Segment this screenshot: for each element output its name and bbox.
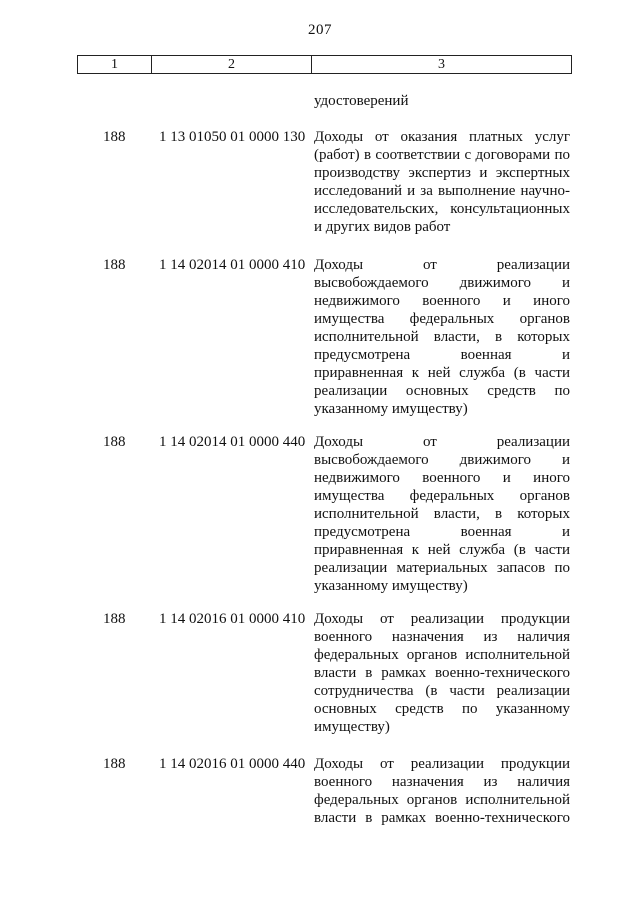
revenue-description xyxy=(314,755,570,827)
description-line: предусмотрена военная и xyxy=(314,347,570,363)
description-line: (работ) в соответствии с договорами по xyxy=(314,147,570,163)
revenue-description xyxy=(314,128,570,236)
revenue-description xyxy=(314,610,570,736)
description-line: имущества федеральных органов xyxy=(314,488,570,504)
continuation-text: удостоверений xyxy=(314,93,409,109)
admin-code: 188 xyxy=(103,611,126,627)
description-line: военного назначения из наличия xyxy=(314,629,570,645)
description-line: федеральных органов исполнительной xyxy=(314,647,570,663)
description-line: власти в рамках военно-технического xyxy=(314,665,570,681)
description-line: имуществу) xyxy=(314,719,390,735)
revenue-description xyxy=(314,433,570,595)
description-line: Доходы от реализации продукции xyxy=(314,611,570,627)
description-line: исследовательских, консультационных xyxy=(314,201,570,217)
description-line: высвобождаемого движимого и xyxy=(314,452,570,468)
budget-classification-code: 1 14 02014 01 0000 440 xyxy=(159,434,306,450)
description-line: приравненная к ней служба (в части xyxy=(314,365,570,381)
description-line: реализации материальных запасов по xyxy=(314,560,570,576)
description-line: имущества федеральных органов xyxy=(314,311,570,327)
header-col-3: 3 xyxy=(438,57,445,72)
budget-classification-code: 1 14 02014 01 0000 410 xyxy=(159,257,306,273)
description-line: исполнительной власти, в которых xyxy=(314,329,570,345)
admin-code: 188 xyxy=(103,434,126,450)
admin-code: 188 xyxy=(103,257,126,273)
description-line: исследований и за выполнение научно- xyxy=(314,183,570,199)
description-line: недвижимого военного и иного xyxy=(314,293,570,309)
description-line: производству экспертиз и экспертных xyxy=(314,165,570,181)
header-col-2: 2 xyxy=(152,56,312,73)
description-line: военного назначения из наличия xyxy=(314,774,570,790)
budget-classification-code: 1 14 02016 01 0000 410 xyxy=(159,611,306,627)
description-line: сотрудничества (в части реализации xyxy=(314,683,570,699)
description-line: федеральных органов исполнительной xyxy=(314,792,570,808)
budget-classification-code: 1 13 01050 01 0000 130 xyxy=(159,129,306,145)
description-line: власти в рамках военно-технического xyxy=(314,810,570,826)
admin-code: 188 xyxy=(103,129,126,145)
description-line: Доходы от реализации xyxy=(314,434,570,450)
description-line: основных средств по указанному xyxy=(314,701,570,717)
description-line: указанному имуществу) xyxy=(314,401,468,417)
description-line: указанному имуществу) xyxy=(314,578,468,594)
page-number: 207 xyxy=(308,22,332,38)
description-line: приравненная к ней служба (в части xyxy=(314,542,570,558)
header-col-1: 1 xyxy=(78,56,152,73)
description-line: Доходы от оказания платных услуг xyxy=(314,129,570,145)
table-header xyxy=(77,55,572,74)
description-line: исполнительной власти, в которых xyxy=(314,506,570,522)
budget-classification-code: 1 14 02016 01 0000 440 xyxy=(159,756,306,772)
description-line: предусмотрена военная и xyxy=(314,524,570,540)
description-line: и других видов работ xyxy=(314,219,451,235)
description-line: реализации основных средств по xyxy=(314,383,570,399)
description-line: высвобождаемого движимого и xyxy=(314,275,570,291)
revenue-description xyxy=(314,256,570,418)
description-line: Доходы от реализации продукции xyxy=(314,756,570,772)
admin-code: 188 xyxy=(103,756,126,772)
description-line: Доходы от реализации xyxy=(314,257,570,273)
description-line: недвижимого военного и иного xyxy=(314,470,570,486)
